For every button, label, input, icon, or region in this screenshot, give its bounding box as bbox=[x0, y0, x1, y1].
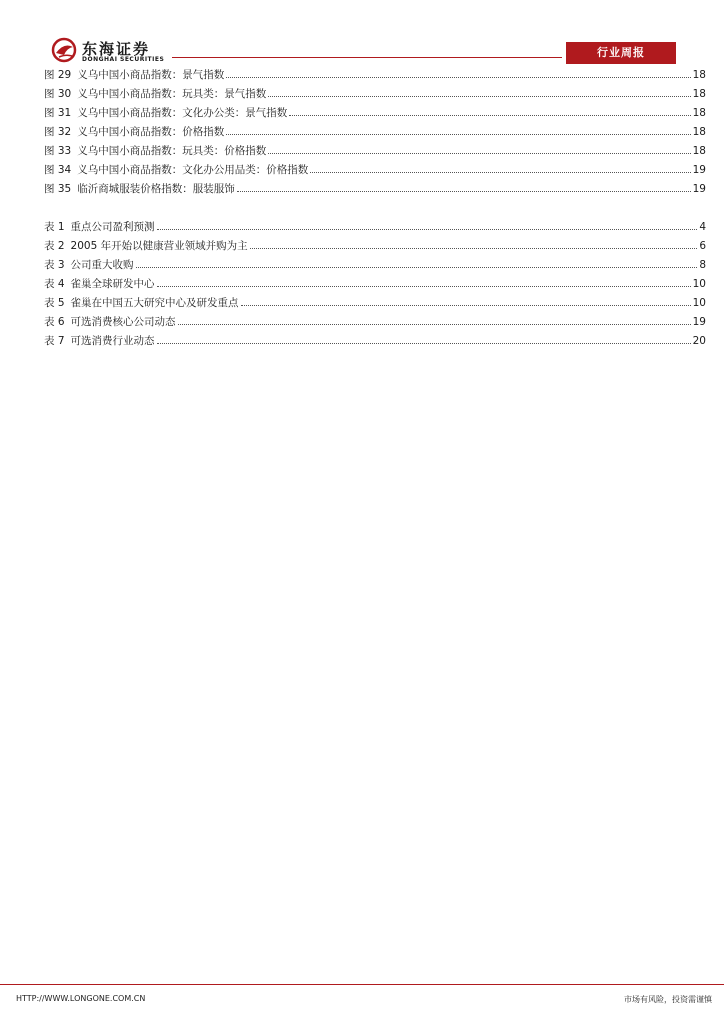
toc-entry-page: 19 bbox=[692, 316, 706, 328]
toc-dot-leader bbox=[268, 152, 690, 154]
toc-entry-label bbox=[44, 161, 308, 180]
toc-entry-number: 表 3 bbox=[44, 259, 65, 271]
toc-dot-leader bbox=[250, 247, 698, 249]
toc-entry-label bbox=[44, 180, 235, 199]
toc-entry[interactable] bbox=[44, 66, 706, 85]
toc-entry-title: 义乌中国小商品指数：玩具类：景气指数 bbox=[77, 88, 267, 100]
toc-entry-title: 公司重大收购 bbox=[70, 259, 134, 271]
footer-divider bbox=[0, 984, 724, 985]
toc-entry-title: 可选消费行业动态 bbox=[70, 335, 155, 347]
toc-entry[interactable] bbox=[44, 294, 706, 313]
toc-entry-title: 义乌中国小商品指数：文化办公类：景气指数 bbox=[77, 107, 288, 119]
toc-entry-page: 8 bbox=[699, 259, 706, 271]
toc-dot-leader bbox=[157, 285, 691, 287]
toc-entry-page: 10 bbox=[692, 278, 706, 290]
toc-entry-title: 义乌中国小商品指数：景气指数 bbox=[77, 69, 225, 81]
toc-entry-label bbox=[44, 313, 176, 332]
toc-dot-leader bbox=[157, 342, 691, 344]
toc-entry[interactable] bbox=[44, 218, 706, 237]
toc-entry-number: 图 30 bbox=[44, 88, 72, 100]
toc-entry-title: 义乌中国小商品指数：文化办公用品类：价格指数 bbox=[77, 164, 309, 176]
header-divider bbox=[172, 57, 562, 58]
toc-entry-number: 图 32 bbox=[44, 126, 72, 138]
toc-entry[interactable] bbox=[44, 256, 706, 275]
toc-entry-label bbox=[44, 256, 134, 275]
toc-entry[interactable] bbox=[44, 85, 706, 104]
toc-entry-number: 表 2 bbox=[44, 240, 65, 252]
toc-entry[interactable] bbox=[44, 123, 706, 142]
toc-entry-label bbox=[44, 123, 224, 142]
toc-entry-number: 表 4 bbox=[44, 278, 65, 290]
toc-dot-leader bbox=[310, 171, 690, 173]
report-type-badge: 行业周报 bbox=[566, 42, 676, 64]
toc-entry-label bbox=[44, 275, 155, 294]
website-link[interactable]: HTTP://WWW.LONGONE.COM.CN bbox=[16, 994, 146, 1003]
toc-entry-page: 19 bbox=[692, 183, 706, 195]
toc-entry-title: 雀巢在中国五大研究中心及研发重点 bbox=[70, 297, 239, 309]
toc-entry-label bbox=[44, 294, 239, 313]
table-list bbox=[44, 218, 706, 351]
logo-english-name: DONGHAI SECURITIES bbox=[82, 56, 165, 63]
toc-entry[interactable] bbox=[44, 275, 706, 294]
toc-entry-label bbox=[44, 332, 155, 351]
toc-entry-number: 表 5 bbox=[44, 297, 65, 309]
toc-entry-page: 20 bbox=[692, 335, 706, 347]
toc-dot-leader bbox=[268, 95, 690, 97]
toc-entry[interactable] bbox=[44, 142, 706, 161]
toc-dot-leader bbox=[157, 228, 698, 230]
toc-dot-leader bbox=[226, 76, 690, 78]
toc-entry-page: 19 bbox=[692, 164, 706, 176]
toc-entry-label bbox=[44, 104, 287, 123]
figure-list bbox=[44, 66, 706, 199]
toc-entry-title: 雀巢全球研发中心 bbox=[70, 278, 155, 290]
toc-dot-leader bbox=[241, 304, 691, 306]
toc-entry-title: 可选消费核心公司动态 bbox=[70, 316, 176, 328]
toc-dot-leader bbox=[136, 266, 698, 268]
company-logo bbox=[50, 36, 180, 66]
toc-entry-label bbox=[44, 218, 155, 237]
logo-chinese-name: 东海证券 bbox=[82, 40, 151, 58]
toc-entry-page: 18 bbox=[692, 69, 706, 81]
toc-entry[interactable] bbox=[44, 104, 706, 123]
toc-entry[interactable] bbox=[44, 313, 706, 332]
toc-entry-label bbox=[44, 142, 266, 161]
toc-entry-title: 2005 年开始以健康营业领域并购为主 bbox=[70, 240, 248, 252]
toc-entry-number: 图 35 bbox=[44, 183, 72, 195]
page-header bbox=[0, 0, 724, 66]
toc-dot-leader bbox=[289, 114, 690, 116]
toc-entry-page: 18 bbox=[692, 107, 706, 119]
toc-entry-label bbox=[44, 66, 224, 85]
toc-entry-page: 6 bbox=[699, 240, 706, 252]
toc-entry-page: 4 bbox=[699, 221, 706, 233]
toc-entry-title: 义乌中国小商品指数：玩具类：价格指数 bbox=[77, 145, 267, 157]
toc-entry-page: 10 bbox=[692, 297, 706, 309]
logo-emblem-icon bbox=[50, 36, 80, 64]
toc-entry[interactable] bbox=[44, 180, 706, 199]
toc-entry-page: 18 bbox=[692, 88, 706, 100]
toc-entry-title: 临沂商城服装价格指数：服装服饰 bbox=[77, 183, 235, 195]
toc-entry-number: 图 33 bbox=[44, 145, 72, 157]
toc-entry-title: 重点公司盈利预测 bbox=[70, 221, 155, 233]
toc-entry-number: 图 29 bbox=[44, 69, 72, 81]
toc-entry-number: 图 34 bbox=[44, 164, 72, 176]
toc-dot-leader bbox=[237, 190, 691, 192]
toc-entry-label bbox=[44, 237, 248, 256]
toc-entry-number: 图 31 bbox=[44, 107, 72, 119]
toc-dot-leader bbox=[226, 133, 690, 135]
page-footer bbox=[0, 984, 724, 1024]
toc-dot-leader bbox=[178, 323, 691, 325]
toc-entry-page: 18 bbox=[692, 126, 706, 138]
toc-entry[interactable] bbox=[44, 161, 706, 180]
toc-entry-title: 义乌中国小商品指数：价格指数 bbox=[77, 126, 225, 138]
toc-entry[interactable] bbox=[44, 237, 706, 256]
toc-entry-number: 表 6 bbox=[44, 316, 65, 328]
toc-entry-page: 18 bbox=[692, 145, 706, 157]
toc-entry-number: 表 7 bbox=[44, 335, 65, 347]
toc-entry-number: 表 1 bbox=[44, 221, 65, 233]
toc-entry-label bbox=[44, 85, 266, 104]
toc-entry[interactable] bbox=[44, 332, 706, 351]
risk-disclaimer: 市场有风险，投资需谨慎 bbox=[624, 995, 712, 1004]
